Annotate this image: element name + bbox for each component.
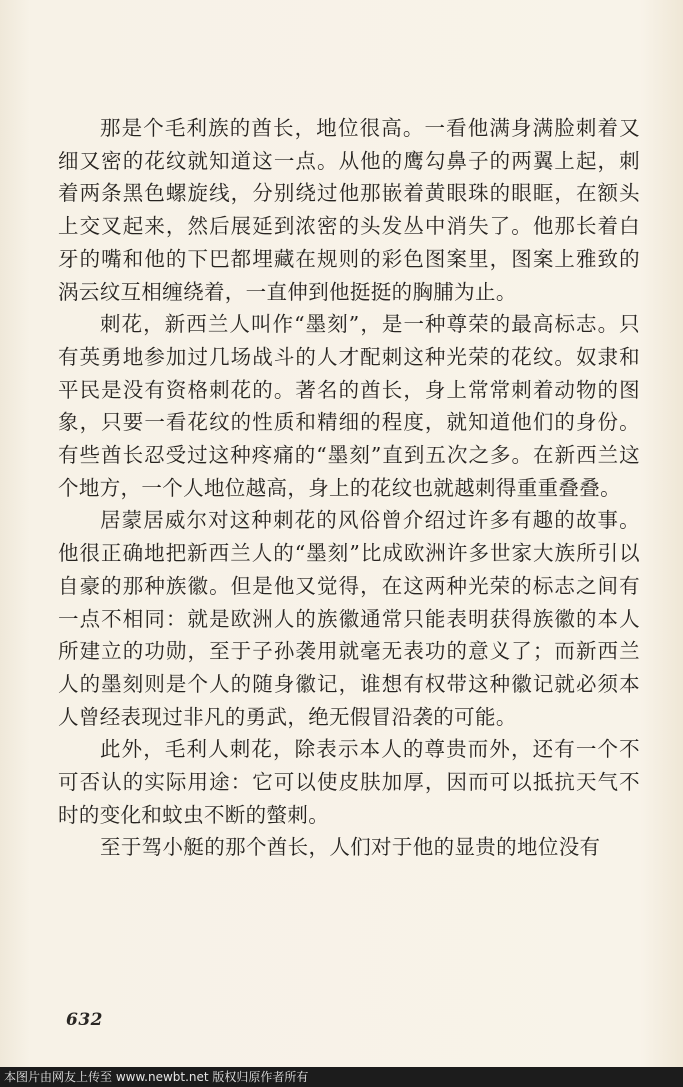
paragraph-1: 那是个毛利族的酋长，地位很高。一看他满身满脸刺着又细又密的花纹就知道这一点。从他的鹰勾鼻子的两翼上起，刺着两条黑色螺旋线，分别绕过他那嵌着黄眼珠的眼眶，在额头上交叉起来，然后展延到浓密的头发丛中消失了。他那长着白牙的嘴和他的下巴都埋藏在规则的彩色图案里，图案上雅致的涡云纹互相缠绕着，一直伸到他挺挺的胸脯为止。 bbox=[58, 116, 640, 304]
watermark-bar bbox=[0, 1067, 683, 1087]
paragraph-2: 刺花，新西兰人叫作“墨刻”，是一种尊荣的最高标志。只有英勇地参加过几场战斗的人才配刺这种光荣的花纹。奴隶和平民是没有资格刺花的。著名的酋长，身上常常刺着动物的图象，只要一看花纹的性质和精细的程度，就知道他们的身份。有些酋长忍受过这种疼痛的“墨刻”直到五次之多。在新西兰这个地方，一个人地位越高，身上的花纹也就越刺得重重叠叠。 bbox=[58, 312, 640, 500]
watermark-text: 本图片由网友上传至 www.newbt.net 版权归原作者所有 bbox=[4, 1070, 309, 1084]
body-text bbox=[58, 112, 640, 864]
paragraph-3: 居蒙居威尔对这种刺花的风俗曾介绍过许多有趣的故事。他很正确地把新西兰人的“墨刻”比成欧洲许多世家大族所引以自豪的那种族徽。但是他又觉得，在这两种光荣的标志之间有一点不相同：就是欧洲人的族徽通常只能表明获得族徽的本人所建立的功勋，至于子孙袭用就毫无表功的意义了；而新西兰人的墨刻则是个人的随身徽记，谁想有权带这种徽记就必须本人曾经表现过非凡的勇武，绝无假冒沿袭的可能。 bbox=[58, 508, 640, 729]
paragraph-4: 此外，毛利人刺花，除表示本人的尊贵而外，还有一个不可否认的实际用途：它可以使皮肤加厚，因而可以抵抗天气不时的变化和蚊虫不断的螫刺。 bbox=[58, 737, 640, 827]
page-number: 632 bbox=[66, 1010, 103, 1030]
paragraph-5: 至于驾小艇的那个酋长，人们对于他的显贵的地位没有 bbox=[100, 835, 601, 860]
